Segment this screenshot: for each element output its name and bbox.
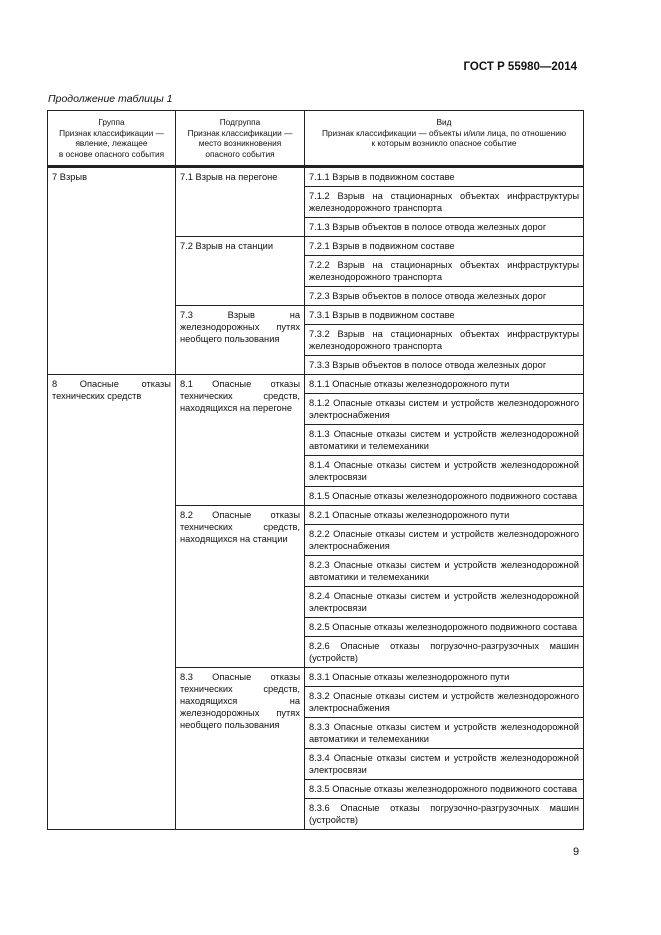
subgroup-cell: 8.1 Опасные отказы технических средств, находящихся на перегоне (176, 375, 305, 506)
kind-cell: 8.1.3 Опасные отказы систем и устройств железнодорожной автоматики и телемеханики (305, 425, 584, 456)
kind-cell: 7.3.2 Взрыв на стационарных объектах инфраструктуры железнодорожного транспорта (305, 325, 584, 356)
kind-cell: 7.2.2 Взрыв на стационарных объектах инфраструктуры железнодорожного транспорта (305, 256, 584, 287)
header-line: Подгруппа (219, 117, 261, 127)
kind-cell: 7.1.1 Взрыв в подвижном составе (305, 167, 584, 187)
subgroup-cell: 7.2 Взрыв на станции (176, 237, 305, 306)
kind-cell: 7.2.3 Взрыв объектов в полосе отвода железных дорог (305, 287, 584, 306)
kind-cell: 7.3.1 Взрыв в подвижном составе (305, 306, 584, 325)
kind-cell: 8.2.4 Опасные отказы систем и устройств железнодорожной электросвязи (305, 587, 584, 618)
kind-cell: 7.3.3 Взрыв объектов в полосе отвода железных дорог (305, 356, 584, 375)
document-code: ГОСТ Р 55980—2014 (463, 61, 577, 73)
kind-cell: 8.2.5 Опасные отказы железнодорожного подвижного состава (305, 618, 584, 637)
group-cell: 7 Взрыв (48, 167, 176, 375)
table-row (48, 375, 584, 394)
header-line: Группа (98, 117, 125, 127)
table-caption: Продолжение таблицы 1 (48, 93, 173, 105)
header-line: явление, лежащее (75, 138, 148, 149)
kind-cell: 7.1.3 Взрыв объектов в полосе отвода железных дорог (305, 218, 584, 237)
column-header-group (48, 111, 176, 167)
subgroup-cell: 7.1 Взрыв на перегоне (176, 167, 305, 237)
page-number: 9 (573, 846, 580, 858)
kind-cell: 8.1.4 Опасные отказы систем и устройств железнодорожной электросвязи (305, 456, 584, 487)
column-header-kind (305, 111, 584, 167)
kind-cell: 8.2.3 Опасные отказы систем и устройств железнодорожной автоматики и телемеханики (305, 556, 584, 587)
table-row (48, 167, 584, 187)
kind-cell: 8.1.5 Опасные отказы железнодорожного подвижного состава (305, 487, 584, 506)
table-body (48, 167, 584, 830)
header-line: к которым возникло опасное событие (371, 138, 517, 149)
header-line: Признак классификации — (59, 127, 164, 138)
header-line: в основе опасного события (58, 148, 165, 159)
kind-cell: 8.2.1 Опасные отказы железнодорожного пути (305, 506, 584, 525)
header-line: Признак классификации — объекты и/или лица, по отношению (321, 127, 567, 138)
kind-cell: 7.1.2 Взрыв на стационарных объектах инфраструктуры железнодорожного транспорта (305, 187, 584, 218)
kind-cell: 8.3.1 Опасные отказы железнодорожного пути (305, 668, 584, 687)
classification-table (47, 110, 584, 830)
kind-cell: 8.1.1 Опасные отказы железнодорожного пути (305, 375, 584, 394)
subgroup-cell: 7.3 Взрыв на железнодорожных путях необщего пользования (176, 306, 305, 375)
kind-cell: 8.3.6 Опасные отказы погрузочно-разгрузочных машин (устройств) (305, 799, 584, 830)
kind-cell: 8.3.2 Опасные отказы систем и устройств железнодорожного электроснабжения (305, 687, 584, 718)
subgroup-cell: 8.2 Опасные отказы технических средств, находящихся на станции (176, 506, 305, 668)
subgroup-cell: 8.3 Опасные отказы технических средств, находящихся на железнодорожных путях необщего пользования (176, 668, 305, 830)
header-line: опасного события (205, 148, 275, 159)
header-line: Признак классификации — (187, 127, 293, 138)
kind-cell: 8.3.3 Опасные отказы систем и устройств железнодорожной автоматики и телемеханики (305, 718, 584, 749)
header-line: Вид (436, 117, 452, 127)
kind-cell: 8.2.2 Опасные отказы систем и устройств железнодорожного электроснабжения (305, 525, 584, 556)
kind-cell: 7.2.1 Взрыв в подвижном составе (305, 237, 584, 256)
kind-cell: 8.3.5 Опасные отказы железнодорожного подвижного состава (305, 780, 584, 799)
group-cell: 8 Опасные отказы технических средств (48, 375, 176, 830)
column-header-subgroup (176, 111, 305, 167)
kind-cell: 8.1.2 Опасные отказы систем и устройств железнодорожного электроснабжения (305, 394, 584, 425)
kind-cell: 8.2.6 Опасные отказы погрузочно-разгрузочных машин (устройств) (305, 637, 584, 668)
header-line: место возникновения (198, 138, 282, 149)
table-header-row (48, 111, 584, 167)
kind-cell: 8.3.4 Опасные отказы систем и устройств железнодорожной электросвязи (305, 749, 584, 780)
